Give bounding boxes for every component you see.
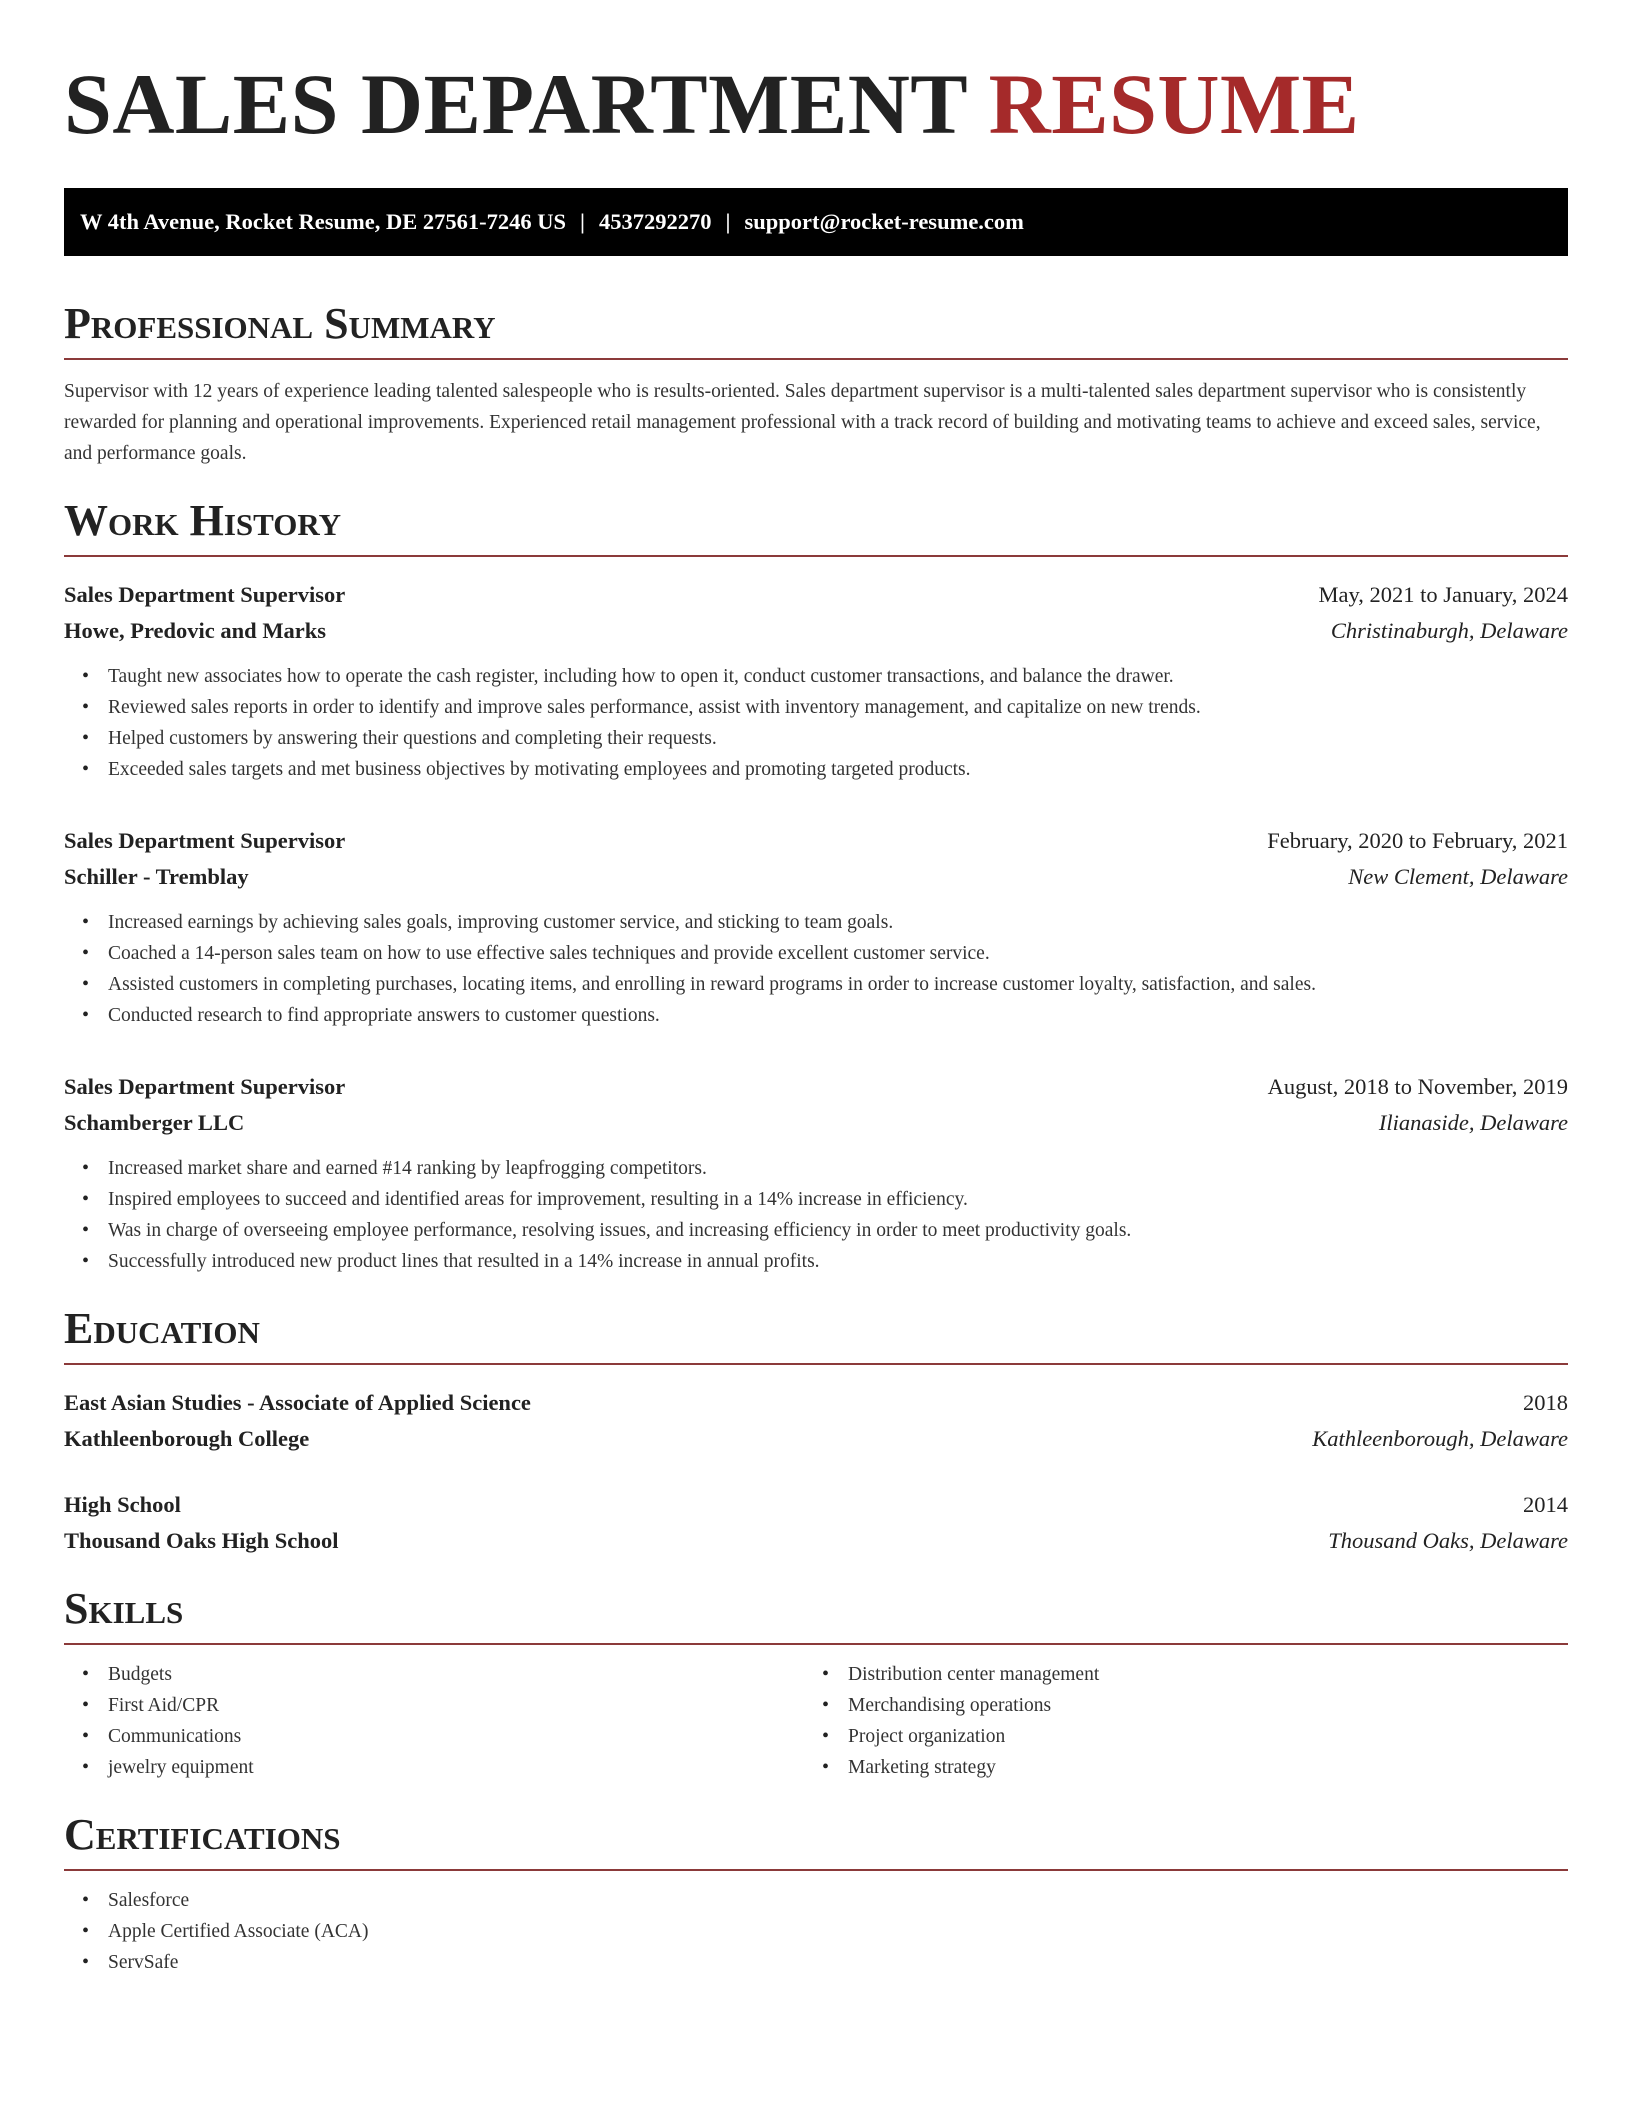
job-bullet: • Reviewed sales reports in order to identify and improve sales performance, assist with inventory management, and capitalize on new trends. bbox=[64, 692, 1568, 723]
job-title: Sales Department Supervisor bbox=[64, 828, 346, 853]
education-location: Thousand Oaks, Delaware bbox=[1328, 1528, 1568, 1553]
job-dates: February, 2020 to February, 2021 bbox=[1267, 828, 1568, 853]
contact-phone[interactable]: 4537292270 bbox=[599, 209, 712, 234]
skill-item: • Budgets bbox=[64, 1659, 804, 1690]
contact-email[interactable]: support@rocket-resume.com bbox=[744, 209, 1024, 234]
job-title: Sales Department Supervisor bbox=[64, 1074, 346, 1099]
certification-item: • Apple Certified Associate (ACA) bbox=[64, 1916, 1568, 1947]
job-bullet: • Was in charge of overseeing employee performance, resolving issues, and increasing efficiency in order to meet productivity goals. bbox=[64, 1215, 1568, 1246]
job-bullets bbox=[64, 661, 1568, 785]
education-degree: East Asian Studies - Associate of Applied Science bbox=[64, 1390, 531, 1415]
education-year: 2018 bbox=[1523, 1390, 1568, 1415]
summary-text: Supervisor with 12 years of experience leading talented salespeople who is results-oriented. Sales department supervisor is a multi-talented sales department supervisor who is consistently rewarded for planning and operational improvements. Experienced retail management professional with a track record of building and motivating teams to achieve and exceed sales, service, and performance goals. bbox=[64, 381, 1541, 464]
job-bullet: • Successfully introduced new product lines that resulted in a 14% increase in annual profits. bbox=[64, 1246, 1568, 1277]
certification-item: • Salesforce bbox=[64, 1885, 1568, 1916]
education-degree: High School bbox=[64, 1492, 181, 1517]
certification-item: • ServSafe bbox=[64, 1947, 1568, 1978]
education-entry bbox=[64, 1385, 1568, 1457]
job-company-row bbox=[64, 1105, 1568, 1141]
skill-item: • Distribution center management bbox=[804, 1659, 1544, 1690]
contact-separator: | bbox=[580, 209, 586, 234]
job-dates: August, 2018 to November, 2019 bbox=[1267, 1074, 1568, 1099]
job-entry bbox=[64, 823, 1568, 1031]
contact-address: W 4th Avenue, Rocket Resume, DE 27561-7246 US bbox=[80, 209, 567, 234]
skills-list-left bbox=[64, 1659, 804, 1783]
skills-list-right bbox=[804, 1659, 1544, 1783]
job-location: Christinaburgh, Delaware bbox=[1330, 618, 1568, 643]
job-dates: May, 2021 to January, 2024 bbox=[1318, 582, 1568, 607]
contact-bar bbox=[64, 188, 1568, 256]
job-bullet: • Conducted research to find appropriate answers to customer questions. bbox=[64, 1000, 1568, 1031]
summary-heading: Professional Summary bbox=[64, 300, 1568, 360]
job-bullet: • Coached a 14-person sales team on how to use effective sales techniques and provide excellent customer service. bbox=[64, 938, 1568, 969]
education-school: Thousand Oaks High School bbox=[64, 1528, 339, 1553]
job-entry bbox=[64, 1069, 1568, 1277]
job-bullet: • Taught new associates how to operate the cash register, including how to open it, conduct customer transactions, and balance the drawer. bbox=[64, 661, 1568, 692]
skill-item: • Project organization bbox=[804, 1721, 1544, 1752]
skill-item: • Marketing strategy bbox=[804, 1752, 1544, 1783]
resume-title bbox=[64, 56, 1568, 152]
job-company: Schamberger LLC bbox=[64, 1110, 245, 1135]
job-company: Schiller - Tremblay bbox=[64, 864, 249, 889]
education-school: Kathleenborough College bbox=[64, 1426, 310, 1451]
education-degree-row bbox=[64, 1385, 1568, 1421]
job-company-row bbox=[64, 859, 1568, 895]
title-accent: RESUME bbox=[988, 56, 1360, 152]
contact-separator: | bbox=[725, 209, 731, 234]
education-school-row bbox=[64, 1523, 1568, 1559]
skills-columns bbox=[64, 1659, 1568, 1783]
skill-item: • First Aid/CPR bbox=[64, 1690, 804, 1721]
job-company-row bbox=[64, 613, 1568, 649]
certifications-list bbox=[64, 1885, 1568, 1978]
job-bullet: • Exceeded sales targets and met business objectives by motivating employees and promoting targeted products. bbox=[64, 754, 1568, 785]
education-school-row bbox=[64, 1421, 1568, 1457]
job-bullet: • Helped customers by answering their questions and completing their requests. bbox=[64, 723, 1568, 754]
job-header-row bbox=[64, 577, 1568, 613]
skills-heading: Skills bbox=[64, 1585, 1568, 1645]
job-title: Sales Department Supervisor bbox=[64, 582, 346, 607]
job-bullet: • Assisted customers in completing purchases, locating items, and enrolling in reward programs in order to increase customer loyalty, satisfaction, and sales. bbox=[64, 969, 1568, 1000]
job-bullets bbox=[64, 1153, 1568, 1277]
work-history-heading: Work History bbox=[64, 497, 1568, 557]
job-bullets bbox=[64, 907, 1568, 1031]
job-header-row bbox=[64, 1069, 1568, 1105]
education-degree-row bbox=[64, 1487, 1568, 1523]
job-bullet: • Inspired employees to succeed and identified areas for improvement, resulting in a 14% increase in efficiency. bbox=[64, 1184, 1568, 1215]
education-entry bbox=[64, 1487, 1568, 1559]
education-year: 2014 bbox=[1523, 1492, 1568, 1517]
education-location: Kathleenborough, Delaware bbox=[1312, 1426, 1568, 1451]
job-header-row bbox=[64, 823, 1568, 859]
education-heading: Education bbox=[64, 1305, 1568, 1365]
job-bullet: • Increased market share and earned #14 ranking by leapfrogging competitors. bbox=[64, 1153, 1568, 1184]
job-company: Howe, Predovic and Marks bbox=[64, 618, 327, 643]
job-location: New Clement, Delaware bbox=[1348, 864, 1568, 889]
certifications-heading: Certifications bbox=[64, 1811, 1568, 1871]
job-location: Ilianaside, Delaware bbox=[1378, 1110, 1568, 1135]
skill-item: • jewelry equipment bbox=[64, 1752, 804, 1783]
job-entry bbox=[64, 577, 1568, 785]
job-bullet: • Increased earnings by achieving sales goals, improving customer service, and sticking to team goals. bbox=[64, 907, 1568, 938]
skill-item: • Communications bbox=[64, 1721, 804, 1752]
title-main: SALES DEPARTMENT bbox=[64, 56, 967, 152]
skill-item: • Merchandising operations bbox=[804, 1690, 1544, 1721]
